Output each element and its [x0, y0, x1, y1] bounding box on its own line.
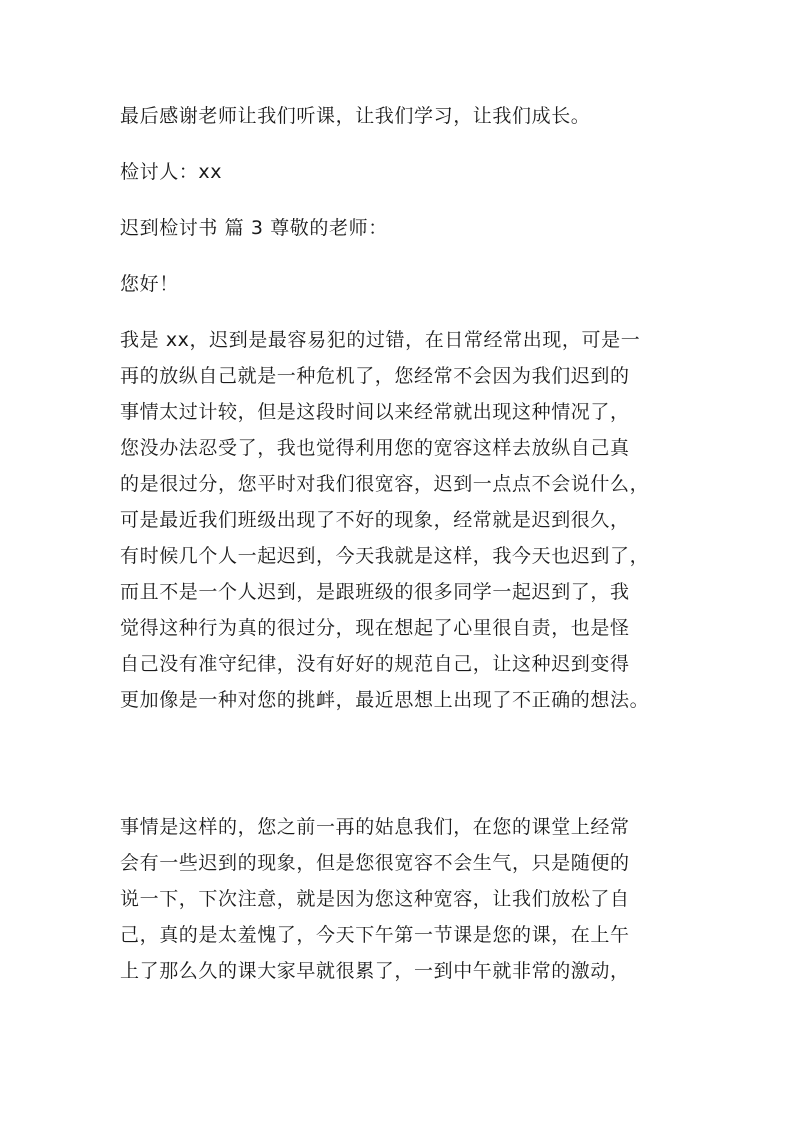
text-line: 己，真的是太羞愧了，今天下午第一节课是您的课，在上午: [120, 924, 630, 946]
paragraph-body-1: [120, 322, 720, 718]
paragraph-section-heading: [120, 210, 720, 246]
text-line: 的是很过分，您平时对我们很宽容，迟到一点点不会说什么，: [120, 473, 650, 495]
text-line: 我是 xx，迟到是最容易犯的过错，在日常经常出现，可是一: [120, 329, 641, 351]
text-line: 最后感谢老师让我们听课，让我们学习，让我们成长。: [120, 105, 591, 127]
paragraph-closing-thanks: [120, 98, 720, 134]
paragraph-body-2: [120, 809, 720, 989]
text-line: 检讨人：xx: [120, 161, 223, 183]
text-line: 而且不是一个人迟到，是跟班级的很多同学一起迟到了，我: [120, 581, 630, 603]
text-line: 会有一些迟到的现象，但是您很宽容不会生气，只是随便的: [120, 852, 630, 874]
paragraph-greeting: [120, 266, 720, 302]
text-line: 说一下，下次注意，就是因为您这种宽容，让我们放松了自: [120, 888, 630, 910]
text-line: 自己没有准守纪律，没有好好的规范自己，让这种迟到变得: [120, 653, 630, 675]
text-line: 可是最近我们班级出现了不好的现象，经常就是迟到很久，: [120, 509, 630, 531]
text-line: 迟到检讨书 篇 3 尊敬的老师：: [120, 217, 388, 239]
text-line: 觉得这种行为真的很过分，现在想起了心里很自责，也是怪: [120, 617, 630, 639]
text-line: 您好！: [120, 273, 179, 295]
text-line: 事情太过计较，但是这段时间以来经常就出现这种情况了，: [120, 401, 630, 423]
text-line: 上了那么久的课大家早就很累了，一到中午就非常的激动，: [120, 960, 630, 982]
text-line: 您没办法忍受了，我也觉得利用您的宽容这样去放纵自己真: [120, 437, 630, 459]
text-line: 再的放纵自己就是一种危机了，您经常不会因为我们迟到的: [120, 365, 630, 387]
text-line: 更加像是一种对您的挑衅，最近思想上出现了不正确的想法。: [120, 689, 650, 711]
text-line: 有时候几个人一起迟到，今天我就是这样，我今天也迟到了，: [120, 545, 650, 567]
text-line: 事情是这样的，您之前一再的姑息我们，在您的课堂上经常: [120, 816, 630, 838]
paragraph-signature: [120, 154, 720, 190]
